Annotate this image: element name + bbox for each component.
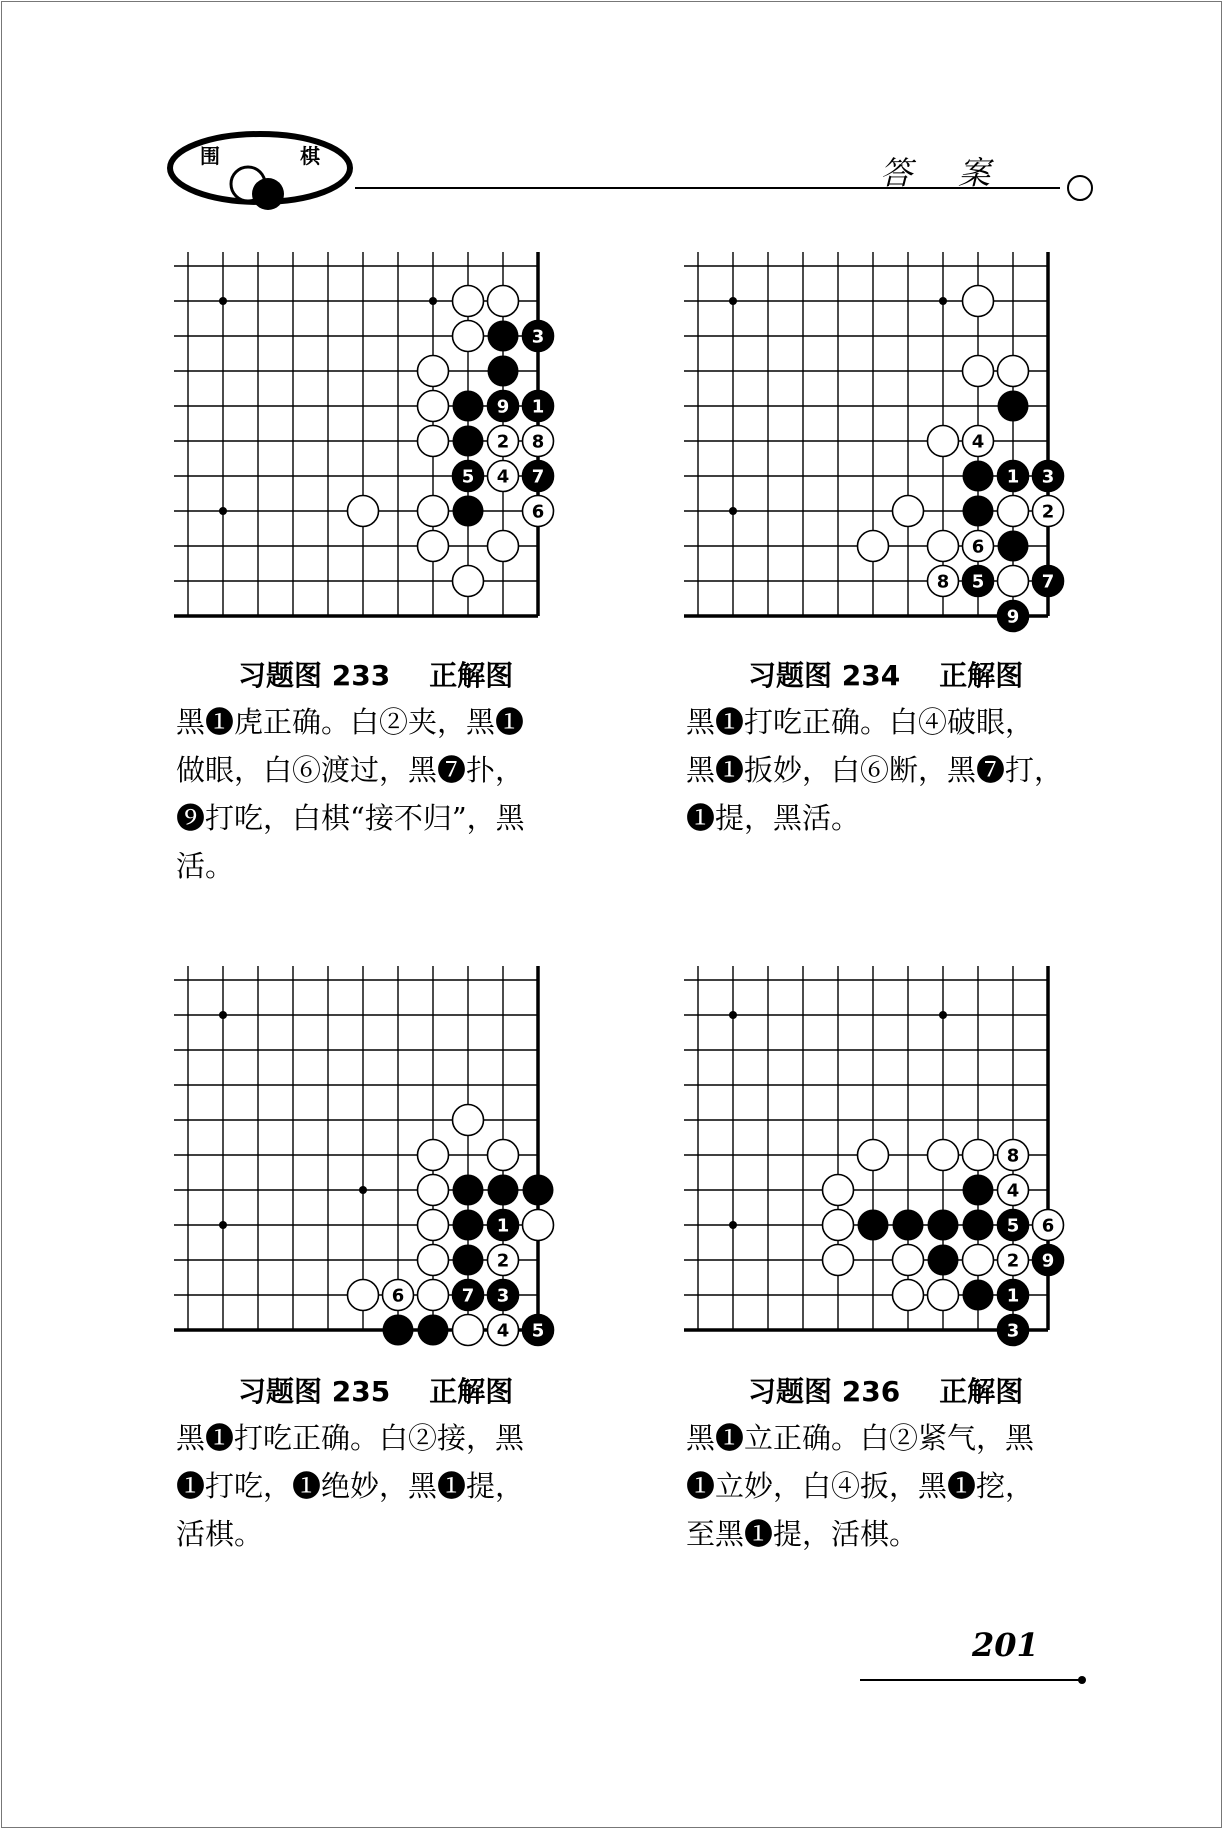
move-number: 3 (1006, 1320, 1020, 1342)
page-number: 201 (972, 1626, 1039, 1664)
move-number: 4 (971, 431, 985, 453)
move-number: 6 (531, 501, 545, 523)
explanation-line: 黑❶打吃正确。白④破眼， (686, 705, 1035, 739)
section-title: 答 案 (880, 154, 1009, 192)
move-number: 8 (531, 431, 545, 453)
move-number: 2 (1006, 1250, 1020, 1272)
move-number: 5 (1006, 1215, 1020, 1237)
explanation-line: 黑❶虎正确。白②夹，黑❶ (176, 705, 525, 739)
move-number: 1 (531, 396, 545, 418)
move-number: 9 (496, 396, 510, 418)
footer-rule-dot (1078, 1676, 1086, 1684)
logo-label-right: 棋 (300, 144, 322, 168)
move-number: 5 (971, 571, 985, 593)
move-number: 2 (1041, 501, 1055, 523)
diagram-235-caption: 习题图 235 正解图 (238, 1375, 514, 1408)
move-number: 5 (531, 1320, 545, 1342)
explanation-line: ❾打吃，白棋“接不归”，黑 (176, 801, 525, 835)
explanation-line: 黑❶扳妙，白⑥断，黑❼打， (686, 753, 1064, 787)
move-number: 7 (461, 1285, 475, 1307)
move-number: 9 (1006, 606, 1020, 628)
explanation-line: 做眼，白⑥渡过，黑❼扑， (176, 753, 525, 787)
explanation-line: ❶打吃，❶绝妙，黑❶提， (176, 1469, 525, 1503)
move-number: 6 (971, 536, 985, 558)
move-number: 1 (1006, 466, 1020, 488)
move-number: 7 (531, 466, 545, 488)
explanation-line: 至黑❶提，活棋。 (686, 1517, 919, 1551)
diagram-233-caption: 习题图 233 正解图 (238, 659, 514, 692)
explanation-line: ❶提，黑活。 (686, 801, 861, 835)
explanation-line: 活。 (176, 849, 235, 883)
diagram-234-caption: 习题图 234 正解图 (748, 659, 1024, 692)
explanation-line: 黑❶打吃正确。白②接，黑 (176, 1421, 525, 1455)
move-number: 1 (1006, 1285, 1020, 1307)
move-number: 6 (391, 1285, 405, 1307)
move-number: 3 (496, 1285, 510, 1307)
move-number: 8 (1006, 1145, 1020, 1167)
move-number: 5 (461, 466, 475, 488)
move-number: 4 (1006, 1180, 1020, 1202)
move-number: 2 (496, 431, 510, 453)
move-number: 3 (531, 326, 545, 348)
move-number: 2 (496, 1250, 510, 1272)
diagram-236-caption: 习题图 236 正解图 (748, 1375, 1024, 1408)
move-number: 1 (496, 1215, 510, 1237)
explanation-line: ❶立妙，白④扳，黑❶挖， (686, 1469, 1035, 1503)
move-number: 8 (936, 571, 950, 593)
move-number: 3 (1041, 466, 1055, 488)
move-number: 4 (496, 466, 510, 488)
explanation-line: 黑❶立正确。白②紧气，黑 (686, 1421, 1035, 1455)
logo-label-left: 围 (200, 144, 222, 168)
move-number: 6 (1041, 1215, 1055, 1237)
move-number: 7 (1041, 571, 1055, 593)
explanation-line: 活棋。 (176, 1517, 264, 1551)
move-number: 9 (1041, 1250, 1055, 1272)
move-number: 4 (496, 1320, 510, 1342)
